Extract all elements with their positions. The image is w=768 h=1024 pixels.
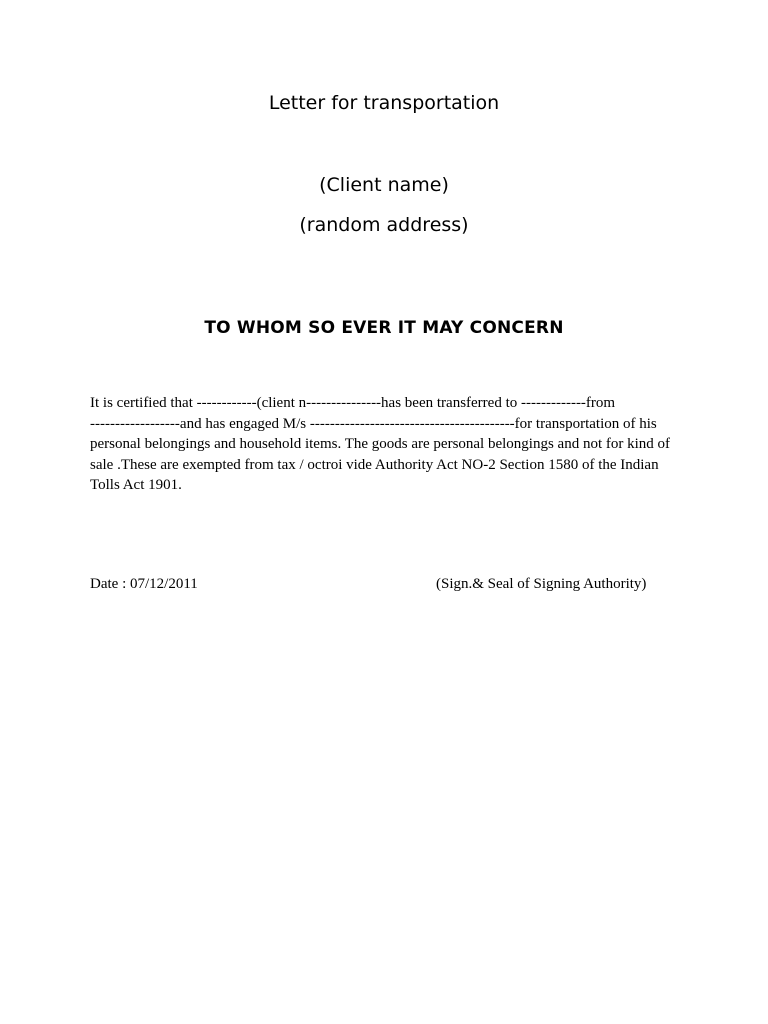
body-line: It is certified that ------------(client n---------------has been transferred to -------------from [90,395,616,411]
certification-paragraph [90,393,690,496]
client-name: (Client name) [319,174,449,196]
body-line: Tolls Act 1901. [90,477,182,493]
date-line: Date : 07/12/2011 [90,576,198,592]
body-line: ------------------and has engaged M/s -----------------------------------------for transportation of his [90,415,657,432]
client-address: (random address) [299,214,469,236]
body-line: sale .These are exempted from tax / octroi vide Authority Act NO-2 Section 1580 of the Indian [90,456,659,473]
signature-line: (Sign.& Seal of Signing Authority) [436,576,647,592]
salutation-heading: TO WHOM SO EVER IT MAY CONCERN [204,318,564,338]
body-line: personal belongings and household items. The goods are personal belongings and not for kind of [90,436,671,452]
letter-title: Letter for transportation [268,92,500,114]
